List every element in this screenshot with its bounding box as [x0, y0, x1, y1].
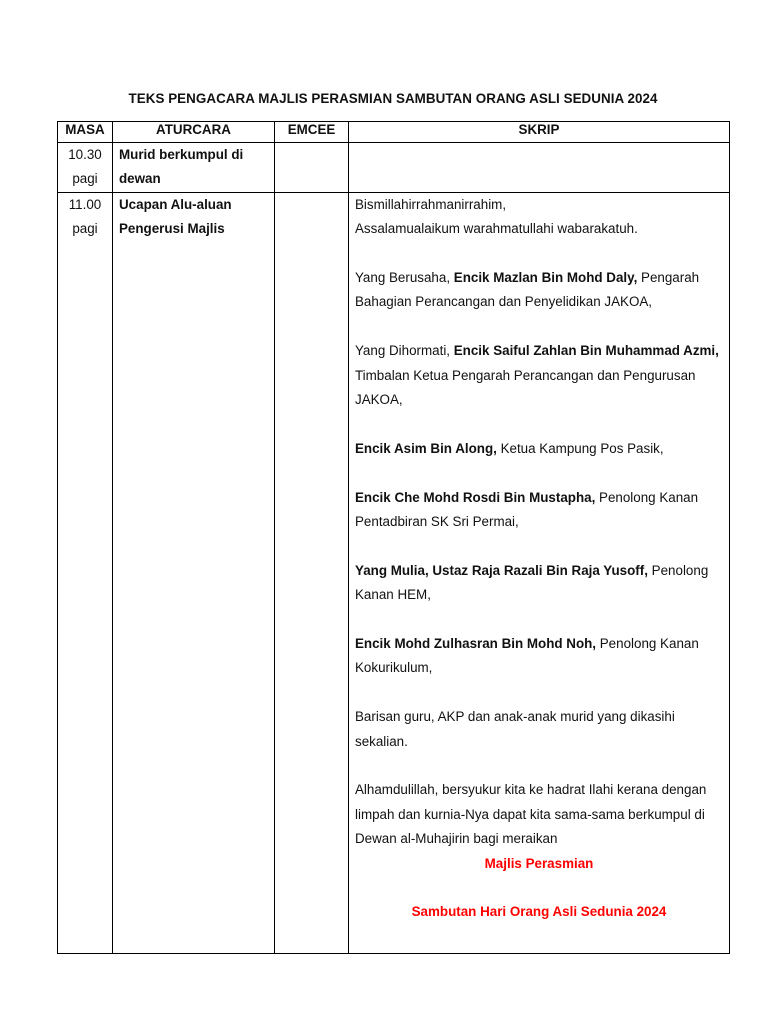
row1-agenda: Murid berkumpul di dewan: [113, 143, 275, 193]
guest-1: [355, 266, 723, 315]
guest-2-title: Timbalan Ketua Pengarah Perancangan dan Pengurusan JAKOA,: [355, 367, 696, 408]
row1-script: [349, 143, 730, 193]
header-masa: MASA: [58, 122, 113, 143]
event-name-line-2: Sambutan Hari Orang Asli Sedunia 2024: [411, 904, 667, 920]
row1-emcee: [275, 143, 349, 193]
document-title: TEKS PENGACARA MAJLIS PERASMIAN SAMBUTAN ORANG ASLI SEDUNIA 2024: [128, 91, 658, 106]
closing-paragraph: Alhamdulillah, bersyukur kita ke hadrat Ilahi kerana dengan limpah dan kurnia-Nya dapat kita sama-sama berkumpul di Dewan al-Muhajirin bagi meraikan: [355, 782, 707, 847]
guest-2-prefix: Yang Dihormati,: [355, 343, 454, 359]
row2-emcee: [275, 192, 349, 953]
guest-5-name: Yang Mulia, Ustaz Raja Razali Bin Raja Yusoff,: [355, 562, 648, 578]
header-emcee: EMCEE: [275, 122, 349, 143]
guest-3: [355, 437, 723, 461]
header-aturcara: ATURCARA: [113, 122, 275, 143]
greeting-salam: Assalamualaikum warahmatullahi wabarakatuh.: [355, 221, 638, 237]
event-name-line-1: Majlis Perasmian: [484, 855, 594, 871]
row2-script: [349, 192, 730, 953]
guest-5: [355, 559, 723, 608]
header-skrip: SKRIP: [349, 122, 730, 143]
row1-time: 10.30 pagi: [58, 143, 113, 193]
guest-2-name: Encik Saiful Zahlan Bin Muhammad Azmi,: [453, 343, 719, 359]
guest-3-title: Ketua Kampung Pos Pasik,: [496, 440, 664, 456]
guest-3-name: Encik Asim Bin Along,: [355, 440, 497, 456]
guest-4-name: Encik Che Mohd Rosdi Bin Mustapha,: [355, 489, 596, 505]
table-header-row: [58, 122, 730, 143]
guest-4-title: Penolong Kanan Pentadbiran SK Sri Permai,: [355, 489, 699, 530]
program-table: [57, 121, 730, 954]
greeting-bismillah: Bismillahirrahmanirrahim,: [355, 196, 507, 212]
table-row: [58, 192, 730, 953]
guest-6-title: Penolong Kanan Kokurikulum,: [355, 636, 699, 676]
row2-time: 11.00 pagi: [58, 192, 113, 953]
guest-1-title: Pengarah Bahagian Perancangan dan Penyelidikan JAKOA,: [355, 270, 700, 310]
guest-1-name: Encik Mazlan Bin Mohd Daly,: [453, 270, 638, 286]
guest-4: [355, 486, 723, 535]
guest-5-title: Penolong Kanan HEM,: [355, 562, 709, 603]
guest-1-prefix: Yang Berusaha,: [355, 270, 454, 286]
table-row: [58, 143, 730, 193]
audience-greeting: Barisan guru, AKP dan anak-anak murid yang dikasihi sekalian.: [355, 709, 675, 749]
guest-6-name: Encik Mohd Zulhasran Bin Mohd Noh,: [355, 636, 597, 652]
row2-agenda: Ucapan Alu-aluan Pengerusi Majlis: [113, 192, 275, 953]
guest-6: [355, 632, 723, 681]
guest-2: [355, 339, 723, 412]
